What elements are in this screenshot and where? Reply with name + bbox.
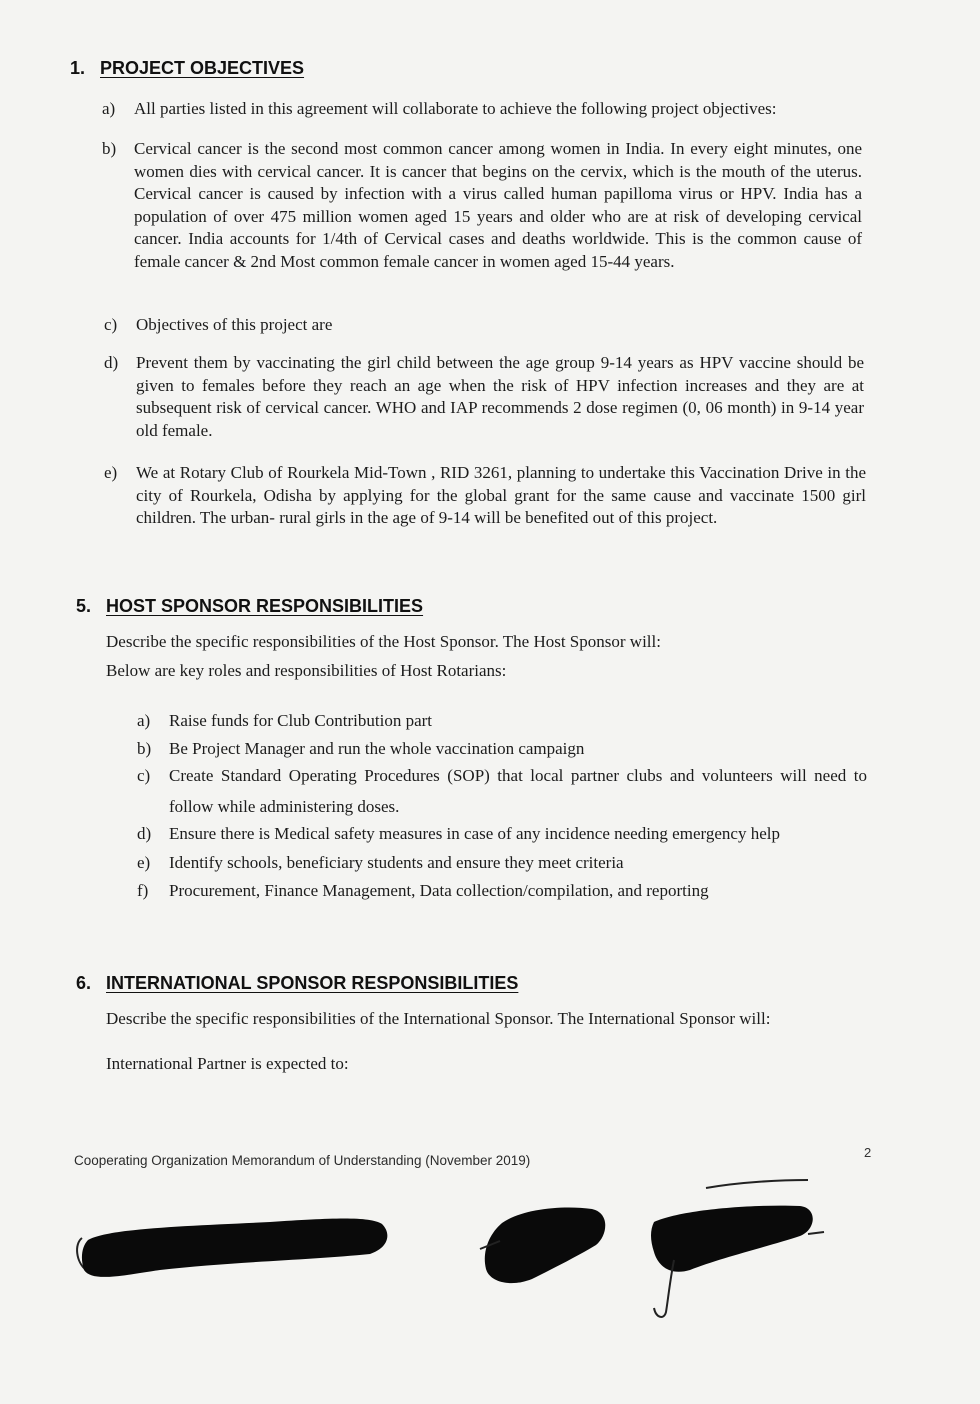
list-item-label: d) bbox=[137, 824, 152, 843]
list-item-label: a) bbox=[137, 711, 151, 730]
list-item bbox=[102, 138, 862, 273]
list-item-text: Procurement, Finance Management, Data collection/compilation, and reporting bbox=[169, 881, 709, 900]
list-item-text: Raise funds for Club Contribution part bbox=[169, 711, 433, 730]
list-item-label: c) bbox=[137, 766, 151, 785]
redacted-signature-3 bbox=[640, 1170, 830, 1330]
footer-text: Cooperating Organization Memorandum of Understanding (November 2019) bbox=[74, 1153, 531, 1168]
list-item-label: b) bbox=[102, 139, 117, 158]
section-5-heading bbox=[76, 596, 423, 617]
section-number: 1. bbox=[70, 58, 86, 78]
list-item bbox=[137, 847, 867, 878]
section-number: 5. bbox=[76, 596, 92, 616]
list-item-label: d) bbox=[104, 353, 119, 372]
page-number: 2 bbox=[864, 1145, 872, 1160]
section-1-heading bbox=[70, 58, 304, 79]
list-item bbox=[104, 462, 866, 530]
redacted-signature-1 bbox=[70, 1200, 400, 1300]
list-item-text: Cervical cancer is the second most common cancer among women in India. In every eight minutes, one women dies with cervical cancer. It is cancer that begins on the cervix, which is the mouth of the uterus. Cervical cancer is caused by infection with a virus called human papilloma virus or HPV. India has a population of over 475 million women aged 15 years and older who are at risk of developing cervical cancer. India accounts for 1/4th of Cervical cases and deaths worldwide. This is the common cause of female cancer & 2nd Most common female cancer in women aged 15-44 years. bbox=[134, 139, 862, 271]
section-number: 6. bbox=[76, 973, 92, 993]
list-item-text: Identify schools, beneficiary students and ensure they meet criteria bbox=[169, 853, 624, 872]
list-item bbox=[137, 760, 867, 822]
list-item-label: a) bbox=[102, 99, 116, 118]
list-item-label: f) bbox=[137, 881, 149, 900]
section-5-intro-2: Below are key roles and responsibilities of Host Rotarians: bbox=[106, 661, 507, 680]
list-item-label: c) bbox=[104, 315, 118, 334]
list-item bbox=[102, 98, 862, 121]
list-item bbox=[104, 352, 864, 442]
section-title: HOST SPONSOR RESPONSIBILITIES bbox=[106, 596, 424, 616]
list-item-text: We at Rotary Club of Rourkela Mid-Town , RID 3261, planning to undertake this Vaccination Drive in the city of Rourkela, Odisha by applying for the global grant for the same cause and vaccinate 1500 girl children. The urban- rural girls in the age of 9-14 will be benefited out of this project. bbox=[136, 463, 866, 527]
list-item bbox=[104, 314, 864, 337]
list-item-text: Create Standard Operating Procedures (SOP) that local partner clubs and volunteers will need to follow while administering doses. bbox=[169, 766, 867, 816]
section-6-heading bbox=[76, 973, 518, 994]
list-item-label: b) bbox=[137, 739, 152, 758]
section-5-intro: Describe the specific responsibilities of the Host Sponsor. The Host Sponsor will: bbox=[106, 632, 661, 651]
list-item bbox=[137, 705, 867, 736]
section-6-intro: Describe the specific responsibilities of the International Sponsor. The International Sponsor will: bbox=[106, 1009, 771, 1028]
section-title: PROJECT OBJECTIVES bbox=[100, 58, 305, 78]
list-item-text: Ensure there is Medical safety measures in case of any incidence needing emergency help bbox=[169, 824, 780, 843]
list-item-label: e) bbox=[137, 853, 151, 872]
list-item-label: e) bbox=[104, 463, 118, 482]
list-item bbox=[137, 818, 867, 849]
list-item-text: Prevent them by vaccinating the girl child between the age group 9-14 years as HPV vaccine should be given to females before they reach an age when the risk of HPV infection increases and they are at subsequent risk of cervical cancer. WHO and IAP recommends 2 dose regimen (0, 06 month) in 9-14 year old female. bbox=[136, 353, 864, 440]
list-item-text: Objectives of this project are bbox=[136, 315, 333, 334]
section-title: INTERNATIONAL SPONSOR RESPONSIBILITIES bbox=[106, 973, 519, 993]
section-6-intro-2: International Partner is expected to: bbox=[106, 1054, 349, 1073]
list-item-text: All parties listed in this agreement will collaborate to achieve the following project objectives: bbox=[134, 99, 777, 118]
list-item bbox=[137, 875, 867, 906]
redacted-signature-2 bbox=[472, 1195, 622, 1295]
list-item-text: Be Project Manager and run the whole vaccination campaign bbox=[169, 739, 585, 758]
